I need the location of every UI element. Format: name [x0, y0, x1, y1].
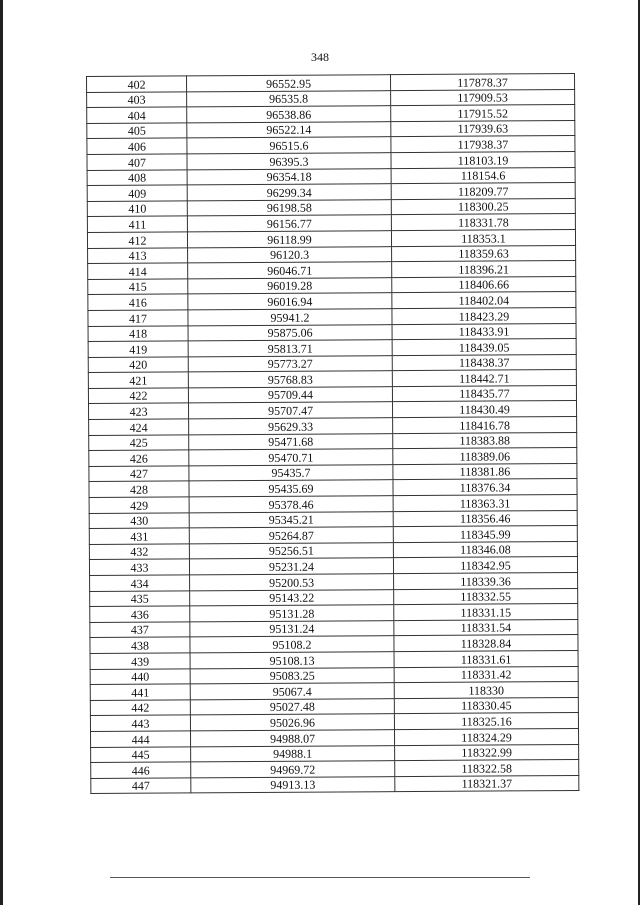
point-number-cell: 437: [90, 622, 190, 638]
point-number-cell: 416: [88, 294, 188, 310]
point-number-cell: 424: [89, 419, 189, 435]
y-coordinate-cell: 118332.55: [394, 588, 578, 605]
y-coordinate-cell: 118389.06: [393, 448, 577, 465]
point-number-cell: 422: [88, 388, 188, 404]
x-coordinate-cell: 96395.3: [187, 153, 391, 170]
point-number-cell: 411: [87, 216, 187, 232]
point-number-cell: 413: [88, 247, 188, 263]
y-coordinate-cell: 118330: [394, 682, 578, 699]
x-coordinate-cell: 95470.71: [189, 449, 393, 466]
x-coordinate-cell: 95256.51: [189, 542, 393, 559]
y-coordinate-cell: 118402.04: [392, 292, 576, 309]
y-coordinate-cell: 118300.25: [391, 198, 575, 215]
point-number-cell: 433: [89, 559, 189, 575]
x-coordinate-cell: 96538.86: [187, 106, 391, 123]
y-coordinate-cell: 118324.29: [394, 728, 578, 745]
y-coordinate-cell: 118359.63: [392, 245, 576, 262]
point-number-cell: 426: [89, 450, 189, 466]
x-coordinate-cell: 95345.21: [189, 511, 393, 528]
point-number-cell: 407: [87, 154, 187, 170]
point-number-cell: 429: [89, 497, 189, 513]
point-number-cell: 419: [88, 341, 188, 357]
y-coordinate-cell: 118322.99: [395, 744, 579, 761]
point-number-cell: 436: [90, 606, 190, 622]
y-coordinate-cell: 117939.63: [391, 120, 575, 137]
point-number-cell: 428: [89, 481, 189, 497]
x-coordinate-cell: 95435.7: [189, 464, 393, 481]
x-coordinate-cell: 95768.83: [188, 371, 392, 388]
bottom-rule: [110, 877, 530, 878]
y-coordinate-cell: 118430.49: [392, 401, 576, 418]
x-coordinate-cell: 95709.44: [188, 387, 392, 404]
x-coordinate-cell: 95108.13: [190, 652, 394, 669]
page-number: 348: [311, 50, 329, 64]
x-coordinate-cell: 95378.46: [189, 496, 393, 513]
point-number-cell: 430: [89, 513, 189, 529]
point-number-cell: 427: [89, 466, 189, 482]
x-coordinate-cell: 95773.27: [188, 355, 392, 372]
point-number-cell: 421: [88, 372, 188, 388]
page-edge-left: [0, 0, 3, 905]
x-coordinate-cell: 96118.99: [187, 231, 391, 248]
y-coordinate-cell: 118154.6: [391, 167, 575, 184]
x-coordinate-cell: 96019.28: [188, 277, 392, 294]
x-coordinate-cell: 96515.6: [187, 137, 391, 154]
point-number-cell: 423: [89, 403, 189, 419]
point-number-cell: 408: [87, 169, 187, 185]
coordinate-table: [86, 73, 579, 794]
y-coordinate-cell: 118325.16: [394, 713, 578, 730]
x-coordinate-cell: 94913.13: [191, 776, 395, 793]
x-coordinate-cell: 95108.2: [190, 636, 394, 653]
point-number-cell: 403: [87, 91, 187, 107]
x-coordinate-cell: 96299.34: [187, 184, 391, 201]
coordinate-table-body: [87, 74, 579, 794]
y-coordinate-cell: 118331.42: [394, 666, 578, 683]
y-coordinate-cell: 118353.1: [391, 229, 575, 246]
x-coordinate-cell: 95435.69: [189, 480, 393, 497]
y-coordinate-cell: 118423.29: [392, 307, 576, 324]
point-number-cell: 431: [89, 528, 189, 544]
point-number-cell: 435: [90, 590, 190, 606]
y-coordinate-cell: 118381.86: [393, 463, 577, 480]
point-number-cell: 402: [87, 76, 187, 92]
x-coordinate-cell: 95131.28: [190, 605, 394, 622]
y-coordinate-cell: 118103.19: [391, 151, 575, 168]
y-coordinate-cell: 117938.37: [391, 136, 575, 153]
y-coordinate-cell: 118439.05: [392, 339, 576, 356]
point-number-cell: 441: [90, 684, 190, 700]
point-number-cell: 420: [88, 357, 188, 373]
x-coordinate-cell: 96198.58: [187, 199, 391, 216]
x-coordinate-cell: 96552.95: [187, 75, 391, 92]
point-number-cell: 440: [90, 668, 190, 684]
x-coordinate-cell: 96535.8: [187, 90, 391, 107]
point-number-cell: 405: [87, 123, 187, 139]
y-coordinate-cell: 118346.08: [393, 541, 577, 558]
x-coordinate-cell: 95067.4: [190, 683, 394, 700]
y-coordinate-cell: 118376.34: [393, 479, 577, 496]
point-number-cell: 414: [88, 263, 188, 279]
point-number-cell: 409: [87, 185, 187, 201]
x-coordinate-cell: 95027.48: [190, 698, 394, 715]
point-number-cell: 425: [89, 435, 189, 451]
y-coordinate-cell: 118331.15: [394, 604, 578, 621]
table-row: [91, 775, 579, 794]
x-coordinate-cell: 95707.47: [189, 402, 393, 419]
y-coordinate-cell: 118331.78: [391, 214, 575, 231]
x-coordinate-cell: 96046.71: [188, 262, 392, 279]
point-number-cell: 404: [87, 107, 187, 123]
x-coordinate-cell: 95143.22: [190, 589, 394, 606]
y-coordinate-cell: 118406.66: [392, 276, 576, 293]
x-coordinate-cell: 95471.68: [189, 433, 393, 450]
x-coordinate-cell: 95026.96: [190, 714, 394, 731]
x-coordinate-cell: 95131.24: [190, 620, 394, 637]
y-coordinate-cell: 118331.61: [394, 650, 578, 667]
y-coordinate-cell: 117909.53: [391, 89, 575, 106]
x-coordinate-cell: 96522.14: [187, 121, 391, 138]
point-number-cell: 410: [87, 201, 187, 217]
x-coordinate-cell: 95629.33: [189, 418, 393, 435]
y-coordinate-cell: 118435.77: [392, 385, 576, 402]
y-coordinate-cell: 118433.91: [392, 323, 576, 340]
y-coordinate-cell: 118342.95: [393, 557, 577, 574]
x-coordinate-cell: 94988.1: [191, 745, 395, 762]
point-number-cell: 444: [91, 731, 191, 747]
point-number-cell: 432: [89, 544, 189, 560]
x-coordinate-cell: 96156.77: [187, 215, 391, 232]
x-coordinate-cell: 95200.53: [190, 574, 394, 591]
y-coordinate-cell: 118209.77: [391, 183, 575, 200]
x-coordinate-cell: 95264.87: [189, 527, 393, 544]
y-coordinate-cell: 118345.99: [393, 526, 577, 543]
point-number-cell: 434: [90, 575, 190, 591]
point-number-cell: 418: [88, 325, 188, 341]
point-number-cell: 445: [91, 746, 191, 762]
point-number-cell: 412: [87, 232, 187, 248]
y-coordinate-cell: 118321.37: [395, 775, 579, 792]
y-coordinate-cell: 117878.37: [390, 74, 574, 91]
y-coordinate-cell: 118331.54: [394, 619, 578, 636]
y-coordinate-cell: 117915.52: [391, 105, 575, 122]
coordinate-table-wrapper: [86, 73, 578, 794]
y-coordinate-cell: 118442.71: [392, 370, 576, 387]
point-number-cell: 406: [87, 138, 187, 154]
y-coordinate-cell: 118339.36: [394, 573, 578, 590]
point-number-cell: 443: [90, 715, 190, 731]
point-number-cell: 446: [91, 762, 191, 778]
y-coordinate-cell: 118356.46: [393, 510, 577, 527]
point-number-cell: 447: [91, 778, 191, 794]
point-number-cell: 417: [88, 310, 188, 326]
x-coordinate-cell: 96016.94: [188, 293, 392, 310]
x-coordinate-cell: 96120.3: [188, 246, 392, 263]
y-coordinate-cell: 118363.31: [393, 495, 577, 512]
y-coordinate-cell: 118383.88: [393, 432, 577, 449]
y-coordinate-cell: 118330.45: [394, 697, 578, 714]
x-coordinate-cell: 94988.07: [191, 730, 395, 747]
x-coordinate-cell: 95231.24: [189, 558, 393, 575]
point-number-cell: 442: [90, 700, 190, 716]
y-coordinate-cell: 118322.58: [395, 760, 579, 777]
x-coordinate-cell: 95813.71: [188, 340, 392, 357]
y-coordinate-cell: 118416.78: [393, 417, 577, 434]
y-coordinate-cell: 118396.21: [392, 261, 576, 278]
y-coordinate-cell: 118438.37: [392, 354, 576, 371]
x-coordinate-cell: 95875.06: [188, 324, 392, 341]
point-number-cell: 415: [88, 279, 188, 295]
x-coordinate-cell: 94969.72: [191, 761, 395, 778]
x-coordinate-cell: 95941.2: [188, 309, 392, 326]
point-number-cell: 438: [90, 637, 190, 653]
point-number-cell: 439: [90, 653, 190, 669]
y-coordinate-cell: 118328.84: [394, 635, 578, 652]
x-coordinate-cell: 96354.18: [187, 168, 391, 185]
x-coordinate-cell: 95083.25: [190, 667, 394, 684]
